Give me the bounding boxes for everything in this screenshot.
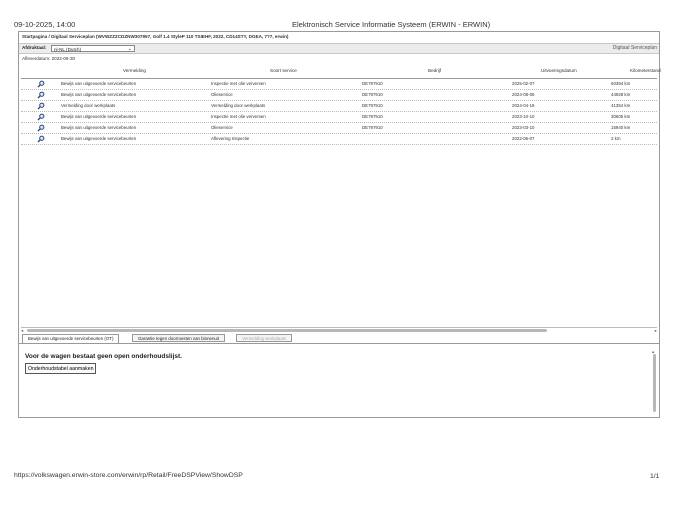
table-row[interactable] bbox=[21, 101, 657, 112]
delivery-date: Afleverdatum: 2022-06-30 bbox=[22, 56, 76, 61]
column-header-vermelding[interactable]: Vermelding bbox=[123, 68, 146, 73]
column-header-service[interactable]: Soort service bbox=[270, 68, 297, 73]
magnifier-icon[interactable] bbox=[37, 102, 45, 110]
magnifier-icon[interactable] bbox=[37, 113, 45, 121]
cell-km: 2 km bbox=[611, 136, 621, 141]
toolbar bbox=[19, 43, 659, 54]
cell-datum: 2023-10-10 bbox=[512, 114, 535, 119]
table-row[interactable] bbox=[21, 123, 657, 134]
horizontal-scrollbar[interactable] bbox=[21, 327, 657, 333]
cell-vermelding: Bewijs van uitgevoerde servicebeurten bbox=[61, 81, 137, 86]
cell-service: Olieservice bbox=[211, 92, 233, 97]
column-header-km[interactable]: Kilometerstand bbox=[630, 68, 661, 73]
print-language-label: Afdruktaal: bbox=[22, 45, 47, 50]
cell-datum: 2024-08-06 bbox=[512, 92, 535, 97]
cell-service: Inspectie met olie verversen bbox=[211, 114, 266, 119]
magnifier-icon[interactable] bbox=[37, 124, 45, 132]
cell-bedrijf: DE797910 bbox=[362, 125, 383, 130]
table-row[interactable] bbox=[21, 79, 657, 90]
cell-bedrijf: DE797910 bbox=[362, 114, 383, 119]
scroll-left-icon[interactable]: ◂ bbox=[21, 328, 24, 333]
cell-service: Vermelding door werkplaats bbox=[211, 103, 266, 108]
panel-title: Digitaal Serviceplan bbox=[612, 45, 657, 51]
cell-bedrijf: DE797910 bbox=[362, 92, 383, 97]
cell-vermelding: Bewijs van uitgevoerde servicebeurten bbox=[61, 136, 137, 141]
cell-vermelding: Bewijs van uitgevoerde servicebeurten bbox=[61, 114, 137, 119]
cell-vermelding: Bewijs van uitgevoerde servicebeurten bbox=[61, 92, 137, 97]
cell-datum: 2024-04-19 bbox=[512, 103, 535, 108]
print-language-select[interactable] bbox=[51, 45, 135, 52]
tab-workshop-entries[interactable]: Vermelding werkplaats bbox=[236, 334, 292, 342]
scroll-right-icon[interactable]: ▸ bbox=[654, 328, 657, 333]
cell-km: 15940 km bbox=[611, 125, 631, 130]
cell-datum: 2025-02-07 bbox=[512, 81, 535, 86]
tab-service-history[interactable]: Bewijs van uitgevoerde servicebeurten (OT) bbox=[22, 334, 119, 343]
magnifier-icon[interactable] bbox=[37, 135, 45, 143]
table-row[interactable] bbox=[21, 134, 657, 145]
cell-km: 41354 km bbox=[611, 103, 631, 108]
magnifier-icon[interactable] bbox=[37, 91, 45, 99]
scroll-up-icon[interactable]: ▴ bbox=[652, 349, 655, 354]
cell-km: 60394 km bbox=[611, 81, 631, 86]
table-row[interactable] bbox=[21, 90, 657, 101]
cell-km: 30605 km bbox=[611, 114, 631, 119]
cell-service: Inspectie met olie verversen bbox=[211, 81, 266, 86]
cell-datum: 2022-06-07 bbox=[512, 136, 535, 141]
magnifier-icon[interactable] bbox=[37, 80, 45, 88]
print-url: https://volkswagen.erwin-store.com/erwin/rp/Retail/FreeDSPView/ShowDSP bbox=[14, 472, 243, 479]
print-datetime: 09-10-2025, 14:00 bbox=[14, 20, 76, 29]
cell-datum: 2023-03-10 bbox=[512, 125, 535, 130]
scroll-thumb-vertical[interactable] bbox=[653, 354, 656, 412]
column-header-datum[interactable]: Uitvoeringsdatum bbox=[541, 68, 577, 73]
cell-service: Olieservice bbox=[211, 125, 233, 130]
app-frame bbox=[18, 31, 660, 418]
table-row[interactable] bbox=[21, 112, 657, 123]
print-title: Elektronisch Service Informatie Systeem (ERWIN - ERWIN) bbox=[292, 20, 491, 29]
scroll-thumb[interactable] bbox=[27, 329, 547, 332]
tab-rust-warranty[interactable]: Garantie tegen doorroesten van binnenuit bbox=[132, 334, 225, 342]
no-maintenance-message: Voor de wagen bestaat geen open onderhoudslijst. bbox=[25, 353, 182, 360]
vertical-scrollbar[interactable] bbox=[652, 350, 657, 412]
column-header-bedrijf[interactable]: Bedrijf bbox=[428, 68, 442, 73]
cell-bedrijf: DE797910 bbox=[362, 81, 383, 86]
print-language-value: nl-NL (Dutch) bbox=[54, 46, 82, 52]
cell-bedrijf: DE797910 bbox=[362, 103, 383, 108]
cell-vermelding: Bewijs van uitgevoerde servicebeurten bbox=[61, 125, 137, 130]
cell-km: 44928 km bbox=[611, 92, 631, 97]
page-number: 1/1 bbox=[650, 473, 660, 480]
create-maintenance-table-button[interactable]: Onderhoudstabel aanmaken bbox=[25, 363, 96, 374]
cell-vermelding: Vermelding door werkplaats bbox=[61, 103, 116, 108]
cell-service: Aflevering Inspectie bbox=[211, 136, 250, 141]
maintenance-pane bbox=[19, 344, 659, 417]
chevron-down-icon: ⌄ bbox=[127, 45, 132, 52]
breadcrumb[interactable]: Startpagina / Digitaal Serviceplan (WVWZZZCDZNW307957, Golf 1.4 StyleP 110 TSIEHF, 2022, CD14STY, DGEA, 7?7, erwin) bbox=[22, 34, 289, 39]
